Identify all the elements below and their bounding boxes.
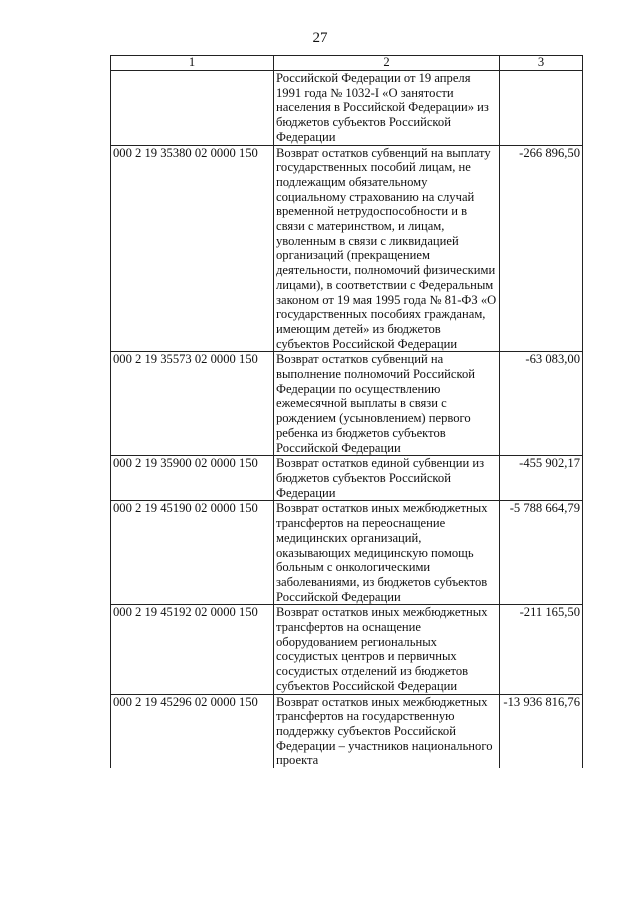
row-description: Возврат остатков субвенций на выполнение полномочий Российской Федерации по осуществлению ежемесячной выплаты в связи с рождением (усыновлением) первого ребенка из бюджетов субъектов Российской Федерации (274, 352, 500, 456)
table-row (111, 145, 583, 352)
row-amount: -211 165,50 (500, 605, 583, 694)
row-code: 000 2 19 45190 02 0000 150 (111, 501, 274, 605)
row-description: Российской Федерации от 19 апреля 1991 года № 1032-I «О занятости населения в Российской Федерации» из бюджетов субъектов Российской Федерации (274, 71, 500, 146)
budget-table (110, 55, 583, 768)
row-description: Возврат остатков иных межбюджетных трансфертов на оснащение оборудованием региональных сосудистых центров и первичных сосудистых отделений из бюджетов субъектов Российской Федерации (274, 605, 500, 694)
row-code: 000 2 19 35380 02 0000 150 (111, 145, 274, 352)
row-code: 000 2 19 35900 02 0000 150 (111, 456, 274, 501)
column-header-description: 2 (274, 56, 500, 71)
row-description: Возврат остатков иных межбюджетных трансфертов на государственную поддержку субъектов Российской Федерации – участников национального проекта (274, 694, 500, 768)
table-header-row (111, 56, 583, 71)
row-description: Возврат остатков единой субвенции из бюджетов субъектов Российской Федерации (274, 456, 500, 501)
page-number: 27 (312, 30, 328, 46)
row-amount: -13 936 816,76 (500, 694, 583, 768)
row-code (111, 71, 274, 146)
row-code: 000 2 19 35573 02 0000 150 (111, 352, 274, 456)
table-row (111, 694, 583, 768)
table-row (111, 352, 583, 456)
table-row (111, 501, 583, 605)
row-description: Возврат остатков субвенций на выплату государственных пособий лицам, не подлежащим обязательному социальному страхованию на случай временной нетрудоспособности и в связи с материнством, и лицам, уволенным в связи с ликвидацией организаций (прекращением деятельности, полномочий физическими лицами), в соответствии с Федеральным законом от 19 мая 1995 года № 81-ФЗ «О государственных пособиях гражданам, имеющим детей» из бюджетов субъектов Российской Федерации (274, 145, 500, 352)
row-amount: -266 896,50 (500, 145, 583, 352)
row-amount: -63 083,00 (500, 352, 583, 456)
table-row (111, 605, 583, 694)
row-amount: -5 788 664,79 (500, 501, 583, 605)
table-row (111, 456, 583, 501)
table-row (111, 71, 583, 146)
row-description: Возврат остатков иных межбюджетных трансфертов на переоснащение медицинских организаций, оказывающих медицинскую помощь больным с онкологическими заболеваниями, из бюджетов субъектов Российской Федерации (274, 501, 500, 605)
row-amount (500, 71, 583, 146)
column-header-code: 1 (111, 56, 274, 71)
row-code: 000 2 19 45192 02 0000 150 (111, 605, 274, 694)
row-code: 000 2 19 45296 02 0000 150 (111, 694, 274, 768)
row-amount: -455 902,17 (500, 456, 583, 501)
column-header-amount: 3 (500, 56, 583, 71)
